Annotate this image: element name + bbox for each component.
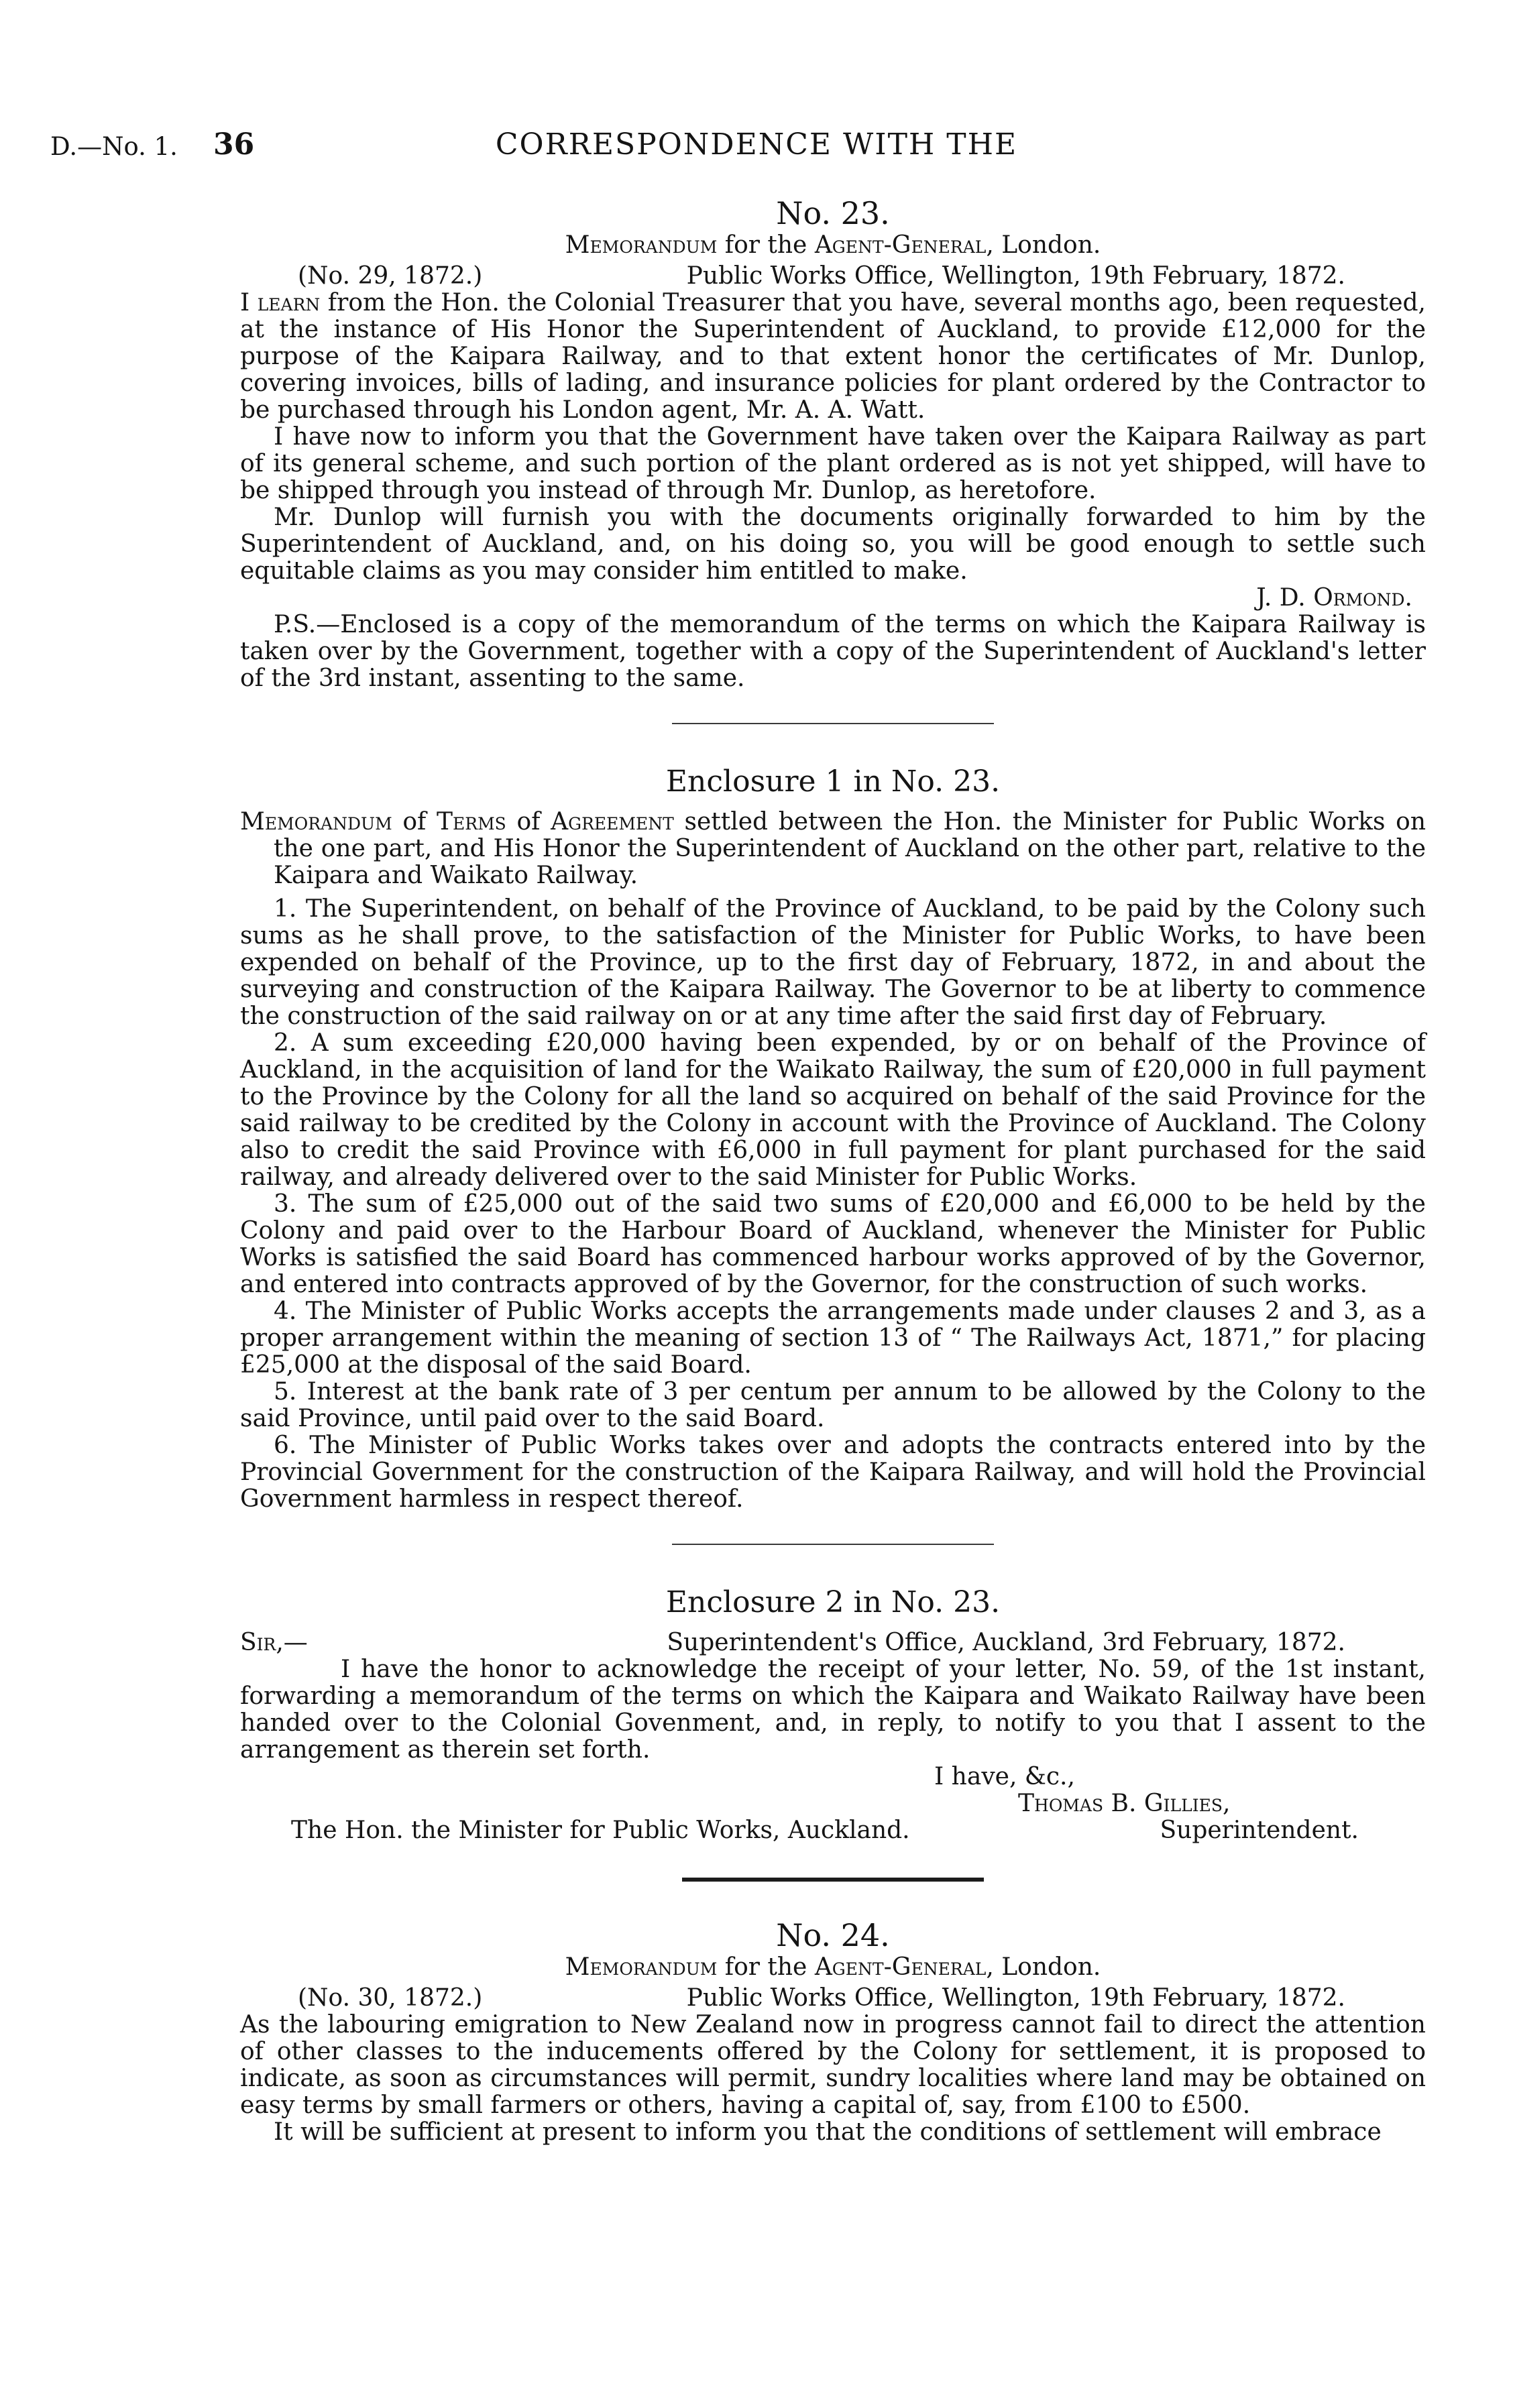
paragraph: Mr. Dunlop will furnish you with the documents originally forwarded to him by the Superintendent of Auckland, and, on his doing so, you will be good enough to settle such equitable claims as you may consider him entitled to make. xyxy=(240,504,1426,585)
addressee: The Hon. the Minister for Public Works, Auckland. xyxy=(291,1817,910,1844)
memo-label: Memorandum xyxy=(565,1953,718,1981)
addressee-line xyxy=(240,1817,1426,1844)
clause-5: 5. Interest at the bank rate of 3 per centum per annum to be allowed by the Colony to the said Province, until paid over to the said Board. xyxy=(240,1378,1426,1432)
intro-memorandum: Memorandum xyxy=(240,808,392,836)
letter-heading: No. 23. xyxy=(776,195,890,231)
dateline: Public Works Office, Wellington, 19th February, 1872. xyxy=(686,1984,1345,2012)
intro-terms: Terms xyxy=(437,808,506,836)
document-reference: D.—No. 1. xyxy=(50,132,178,161)
enclosure-2 xyxy=(240,1585,1426,1844)
memo-location: , London. xyxy=(986,231,1101,259)
signatory-title: Superintendent. xyxy=(1160,1817,1359,1844)
paragraph-lead: I learn xyxy=(240,289,321,317)
intro-agreement: Agreement xyxy=(551,808,674,836)
salutation: Sir,— xyxy=(240,1629,308,1656)
memo-for: for the xyxy=(717,1953,815,1981)
running-title: CORRESPONDENCE WITH THE xyxy=(495,127,1018,162)
section-divider xyxy=(682,1878,984,1882)
clause-1: 1. The Superintendent, on behalf of the Province of Auckland, to be paid by the Colony such sums as he shall prove, to the satisfaction of the Minister for Public Works, to have been expended on behalf of the Province, up to the first day of February, 1872, in and about the surveying and construction of the Kaipara Railway. The Governor to be at liberty to commence the construction of the said railway on or at any time after the said first day of February. xyxy=(240,895,1426,1030)
enclosure-1 xyxy=(240,764,1426,1513)
memo-recipient: Agent-General xyxy=(814,231,987,259)
clause-6: 6. The Minister of Public Works takes over and adopts the contracts entered into by the Provincial Government for the construction of the Kaipara Railway, and will hold the Provincial Government harmless in respect thereof. xyxy=(240,1432,1426,1513)
clause-4: 4. The Minister of Public Works accepts the arrangements made under clauses 2 and 3, as a proper arrangement within the meaning of section 13 of “ The Railways Act, 1871,” for placing £25,000 at the disposal of the said Board. xyxy=(240,1298,1426,1379)
memo-line xyxy=(240,232,1426,259)
memo-location: , London. xyxy=(986,1953,1101,1981)
letter-heading: No. 24. xyxy=(776,1917,890,1953)
salutation-line xyxy=(240,1629,1426,1656)
memo-recipient: Agent-General xyxy=(814,1953,987,1981)
paragraph-text: from the Hon. the Colonial Treasurer that you have, several months ago, been requested, at the instance of His Honor the Superintendent of Auckland, to provide £12,000 for the purpose of the Kaipara Railway, and to that extent honor the certificates of Mr. Dunlop, covering invoices, bills of lading, and insurance policies for plant ordered by the Contractor to be purchased through his London agent, Mr. A. A. Watt. xyxy=(240,289,1426,424)
dateline: Superintendent's Office, Auckland, 3rd February, 1872. xyxy=(667,1629,1345,1656)
dateline: Public Works Office, Wellington, 19th February, 1872. xyxy=(686,262,1345,290)
enclosure-heading: Enclosure 2 in No. 23. xyxy=(665,1585,1001,1619)
memo-for: for the xyxy=(717,231,815,259)
signature: J. D. Ormond. xyxy=(1256,584,1412,612)
memo-label: Memorandum xyxy=(565,231,718,259)
divider xyxy=(672,1544,994,1545)
memo-line xyxy=(240,1954,1426,1981)
letter-no-24 xyxy=(240,1916,1426,2146)
signature: Thomas B. Gillies, xyxy=(1018,1790,1231,1817)
intro-of: of xyxy=(392,808,437,836)
divider xyxy=(672,723,994,724)
clause-3: 3. The sum of £25,000 out of the said two sums of £20,000 and £6,000 to be held by the Colony and paid over to the Harbour Board of Auckland, whenever the Minister for Public Works is satisfied the said Board has commenced harbour works approved of by the Governor, and entered into contracts approved of by the Governor, for the construction of such works. xyxy=(240,1190,1426,1298)
paragraph xyxy=(240,290,1426,424)
memorandum-intro xyxy=(240,809,1426,889)
memo-ref-number: (No. 30, 1872.) xyxy=(298,1984,483,2012)
page-number: 36 xyxy=(213,127,255,162)
letter-no-23 xyxy=(240,194,1426,692)
postscript: P.S.—Enclosed is a copy of the memorandum of the terms on which the Kaipara Railway is taken over by the Government, together with a copy of the Superintendent of Auckland's letter of the 3rd instant, assenting to the same. xyxy=(240,611,1426,692)
paragraph: As the labouring emigration to New Zealand now in progress cannot fail to direct the attention of other classes to the inducements offered by the Colony for settlement, it is proposed to indicate, as soon as circumstances will permit, sundry localities where land may be obtained on easy terms by small farmers or others, having a capital of, say, from £100 to £500. xyxy=(240,2011,1426,2119)
intro-text: settled between the Hon. the Minister for Public Works on the one part, and His Honor the Superintendent of Auckland on the other part, relative to the Kaipara and Waikato Railway. xyxy=(274,808,1426,889)
paragraph: It will be sufficient at present to inform you that the conditions of settlement will embrace xyxy=(274,2118,1382,2146)
enclosure-heading: Enclosure 1 in No. 23. xyxy=(665,764,1001,799)
letter-body: I have the honor to acknowledge the receipt of your letter, No. 59, of the 1st instant, forwarding a memorandum of the terms on which the Kaipara and Waikato Railway have been handed over to the Colonial Govenment, and, in reply, to notify to you that I assent to the arrangement as therein set forth. xyxy=(240,1656,1426,1764)
memo-ref-number: (No. 29, 1872.) xyxy=(298,262,483,290)
intro-of-2: of xyxy=(506,808,551,836)
closing: I have, &c., xyxy=(934,1763,1075,1790)
page-body xyxy=(240,194,1426,2146)
reference-line xyxy=(240,263,1426,290)
clause-2: 2. A sum exceeding £20,000 having been expended, by or on behalf of the Province of Auckland, in the acquisition of land for the Waikato Railway, the sum of £20,000 in full payment to the Province by the Colony for all the land so acquired on behalf of the said Province for the said railway to be credited by the Colony in account with the Province of Auckland. The Colony also to credit the said Province with £6,000 in full payment for plant purchased for the said railway, and already delivered over to the said Minister for Public Works. xyxy=(240,1029,1426,1191)
reference-line xyxy=(240,1985,1426,2012)
paragraph: I have now to inform you that the Government have taken over the Kaipara Railway as part of its general scheme, and such portion of the plant ordered as is not yet shipped, will have to be shipped through you instead of through Mr. Dunlop, as heretofore. xyxy=(240,423,1426,504)
